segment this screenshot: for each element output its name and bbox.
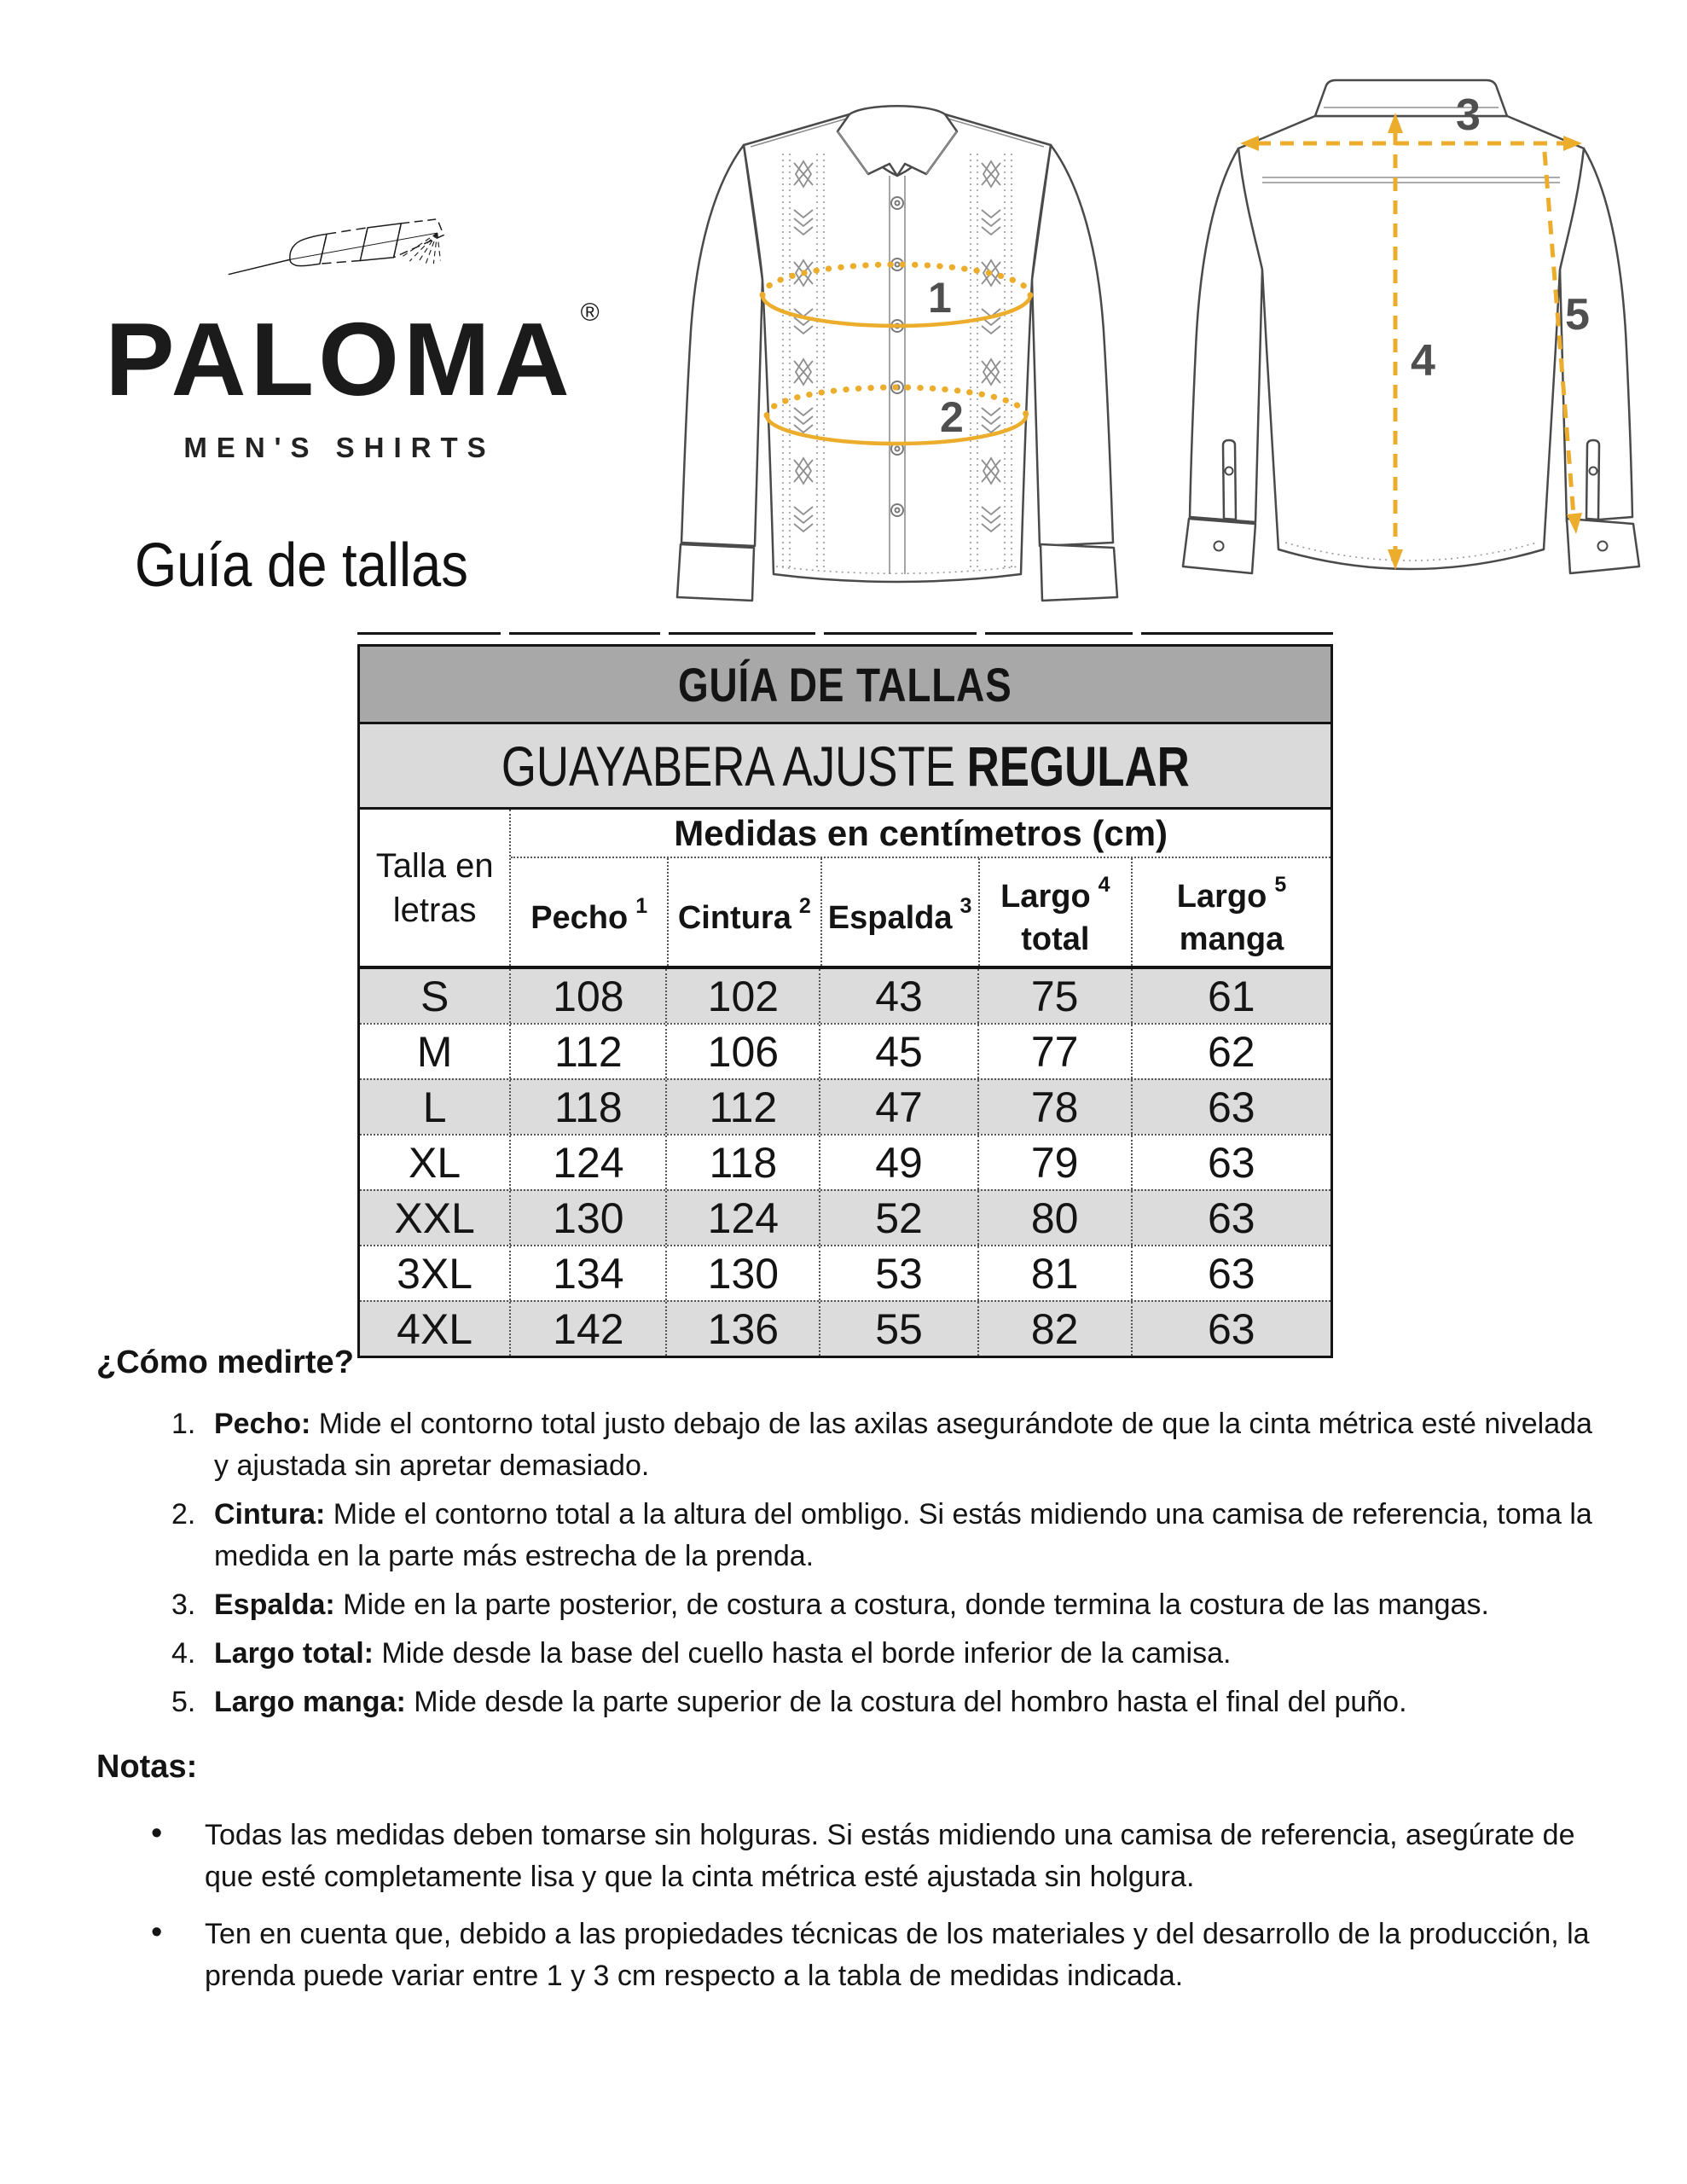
cell-pecho: 124 [509,1136,665,1189]
cell-size: XL [409,1138,461,1187]
note-item [96,1815,1606,1898]
cell-largo-total: 82 [977,1302,1131,1356]
cell-cintura: 112 [665,1080,819,1134]
measures-header-group [509,810,1330,966]
item-number: 3. [171,1589,196,1621]
item-text: Mide en la parte posterior, de costura a costura, donde termina la costura de las mangas. [334,1589,1489,1621]
item-number: 5. [171,1686,196,1718]
cell-pecho: 134 [509,1246,665,1300]
column-label: Pecho $^1$ [530,894,648,936]
cell-pecho: 108 [509,969,665,1023]
column-superscript: 2 [798,894,811,918]
note-item [96,1914,1606,1997]
cell-cintura: 102 [665,969,819,1023]
cell-cintura: 118 [665,1136,819,1189]
measure-label-1: 1 [928,274,952,322]
brand-tagline: MEN'S SHIRTS [183,432,496,463]
table-body [360,969,1330,1356]
measure-label-5: 5 [1565,290,1590,340]
table-top-ticks [357,632,1333,635]
column-header [511,858,667,966]
page-title: Guía de tallas [135,531,468,600]
cell-espalda: 52 [819,1191,977,1245]
registered-mark: ® [580,299,600,327]
how-to-list [96,1403,1606,1723]
cell-cintura: 130 [665,1246,819,1300]
item-term: Largo manga: [214,1686,406,1718]
measures-header: Medidas en centímetros (cm) [511,810,1330,858]
table-title-row [360,647,1330,724]
cell-largo-manga: 63 [1131,1302,1330,1356]
fit-name: REGULAR [966,734,1190,798]
cell-largo-manga: 61 [1131,969,1330,1023]
bullet-icon: • [151,1914,163,1950]
column-label: Largo $^4$ [1000,873,1110,915]
column-header [1131,858,1330,966]
column-headers [511,858,1330,966]
cell-pecho: 130 [509,1191,665,1245]
table-row [360,969,1330,1023]
cell-largo-total: 79 [977,1136,1131,1189]
measure-label-2: 2 [940,393,964,441]
item-text: Mide el contorno total a la altura del ombligo. Si estás midiendo una camisa de referencia, toma la medida en la parte más estrecha de la prenda. [214,1498,1592,1572]
cell-size: 3XL [397,1249,473,1298]
column-label: Largo $^5$ [1176,873,1287,915]
cell-cintura: 124 [665,1191,819,1245]
cell-size: S [420,972,449,1020]
table-row [360,1023,1330,1078]
how-to-item [96,1494,1606,1577]
cell-largo-manga: 63 [1131,1080,1330,1134]
cell-largo-manga: 63 [1131,1246,1330,1300]
how-to-item [96,1584,1606,1626]
cell-pecho: 142 [509,1302,665,1356]
item-term: Largo total: [214,1637,374,1670]
item-text: Mide desde la base del cuello hasta el borde inferior de la camisa. [373,1637,1232,1670]
instructions-section [96,1345,1606,2013]
how-to-item [96,1633,1606,1675]
shirt-front-diagram [641,75,1153,638]
column-header [667,858,820,966]
item-term: Pecho: [214,1408,311,1440]
table-row [360,1078,1330,1134]
cell-cintura: 136 [665,1302,819,1356]
cell-cintura: 106 [665,1025,819,1078]
cell-size: 4XL [397,1304,473,1353]
item-number: 1. [171,1408,196,1440]
feather-icon [225,212,454,297]
cell-largo-total: 75 [977,969,1131,1023]
column-superscript: 4 [1098,873,1110,897]
how-to-item [96,1403,1606,1487]
column-label-line2: manga [1179,921,1284,957]
item-number: 2. [171,1498,196,1531]
item-term: Espalda: [214,1589,335,1621]
measure-label-3: 3 [1456,90,1481,140]
cell-size: M [416,1027,453,1076]
measure-label-4: 4 [1411,336,1435,386]
cell-largo-total: 78 [977,1080,1131,1134]
cell-espalda: 43 [819,969,977,1023]
size-column-header: Talla en letras [375,846,494,929]
cell-largo-manga: 62 [1131,1025,1330,1078]
cell-largo-total: 80 [977,1191,1131,1245]
column-header [978,858,1131,966]
table-header [360,810,1330,969]
cell-largo-total: 81 [977,1246,1131,1300]
table-row [360,1134,1330,1189]
cell-size: XXL [394,1194,475,1242]
notes-title: Notas: [96,1749,198,1785]
bullet-icon: • [151,1815,163,1851]
table-subtitle-row [360,724,1330,810]
item-text: Mide el contorno total justo debajo de las axilas asegurándote de que la cinta métrica esté nivelada y ajustada sin apretar demasiado. [214,1408,1592,1482]
cell-size: L [422,1083,447,1131]
column-superscript: 3 [959,894,972,918]
cell-espalda: 45 [819,1025,977,1078]
brand-logo [98,212,600,464]
cell-espalda: 55 [819,1302,977,1356]
brand-name: PALOMA ® [105,299,600,417]
table-row [360,1189,1330,1245]
item-term: Cintura: [214,1498,326,1531]
shirt-back-diagram [1179,75,1644,604]
table-subtitle: GUAYABERA AJUSTE REGULAR [501,734,1190,798]
cell-espalda: 53 [819,1246,977,1300]
notes-list [96,1815,1606,1997]
cell-largo-manga: 63 [1131,1191,1330,1245]
note-text: Ten en cuenta que, debido a las propiedades técnicas de los materiales y del desarrollo de la producción, la prenda puede variar entre 1 y 3 cm respecto a la tabla de medidas indicada. [205,1918,1590,1992]
cell-espalda: 49 [819,1136,977,1189]
column-header [820,858,978,966]
item-text: Mide desde la parte superior de la costura del hombro hasta el final del puño. [405,1686,1407,1718]
item-number: 4. [171,1637,196,1670]
column-superscript: 1 [635,894,648,918]
how-to-title: ¿Cómo medirte? [96,1345,354,1380]
cell-pecho: 112 [509,1025,665,1078]
column-label: Cintura $^2$ [677,894,811,936]
cell-largo-total: 77 [977,1025,1131,1078]
column-superscript: 5 [1274,873,1287,897]
column-label-line2: total [1021,921,1090,957]
cell-largo-manga: 63 [1131,1136,1330,1189]
column-label: Espalda $^3$ [827,894,972,936]
note-text: Todas las medidas deben tomarse sin holguras. Si estás midiendo una camisa de referencia, asegúrate de que esté completamente lisa y que la cinta métrica esté ajustada sin holgura. [205,1819,1575,1893]
how-to-item [96,1682,1606,1723]
table-row [360,1245,1330,1300]
cell-pecho: 118 [509,1080,665,1134]
table-title: GUÍA DE TALLAS [678,657,1012,712]
cell-espalda: 47 [819,1080,977,1134]
size-table [357,644,1333,1358]
